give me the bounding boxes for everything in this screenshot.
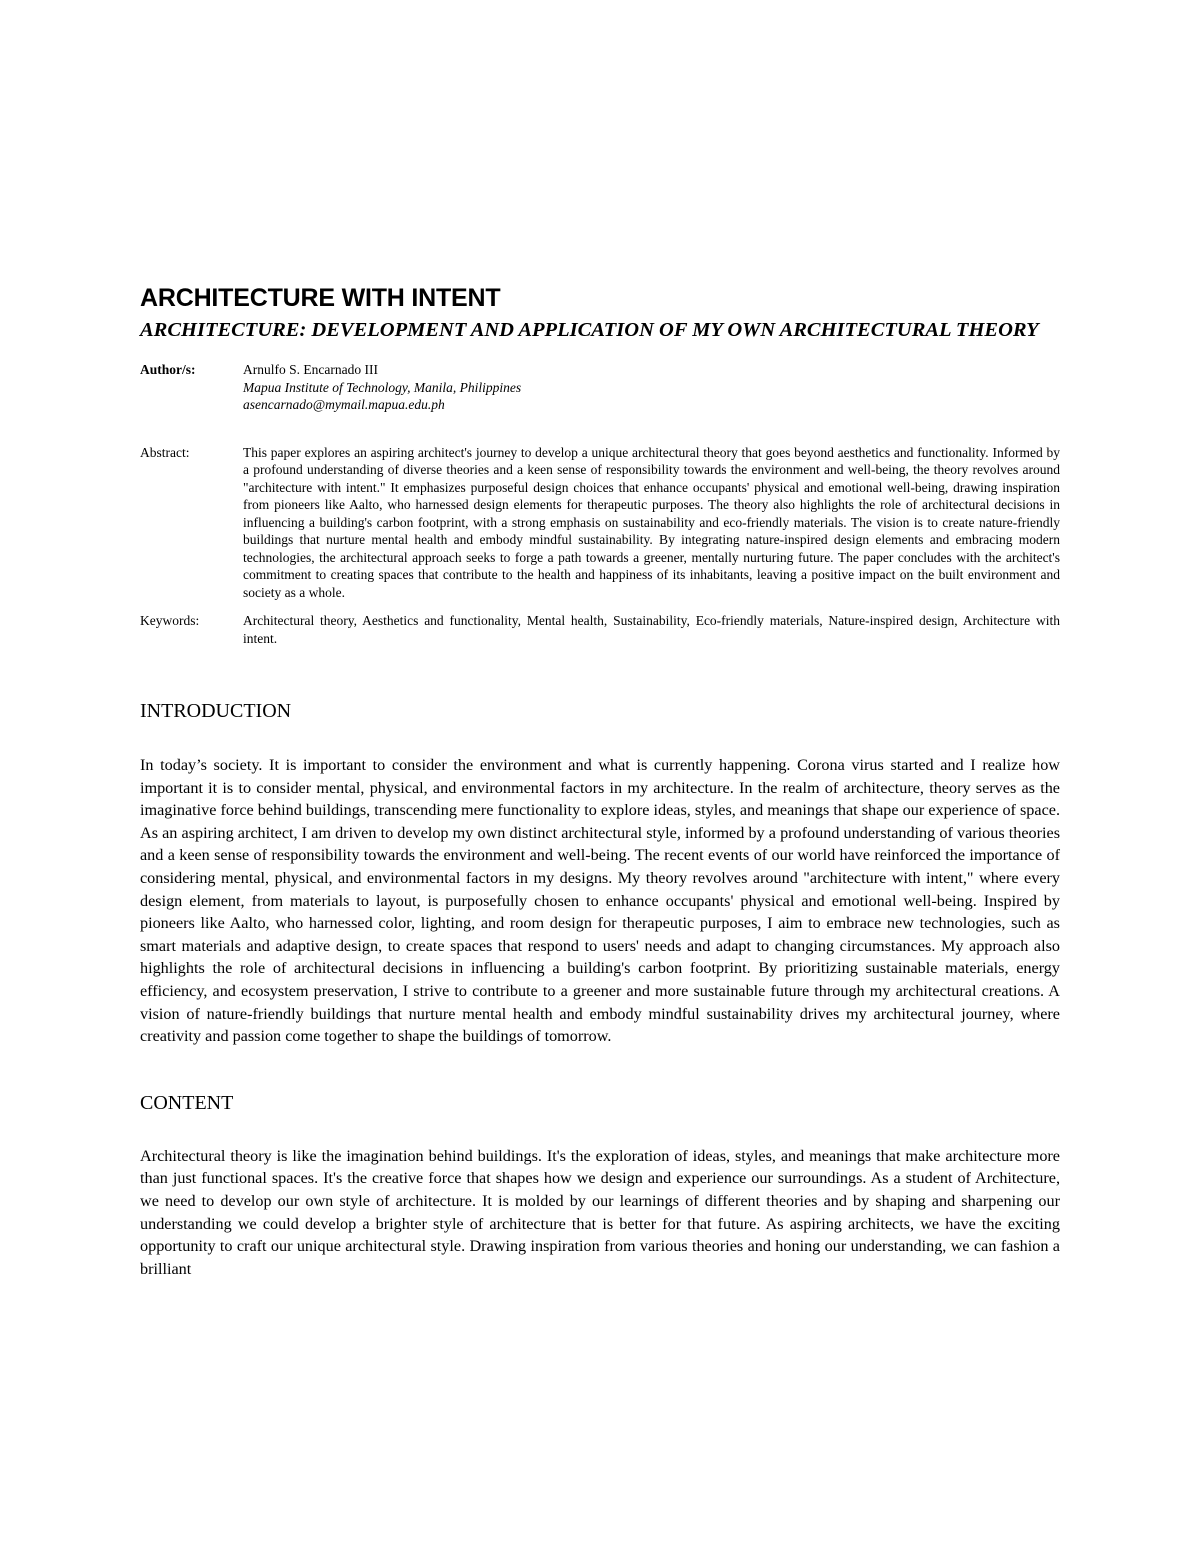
- author-email: asencarnado@mymail.mapua.edu.ph: [243, 397, 445, 412]
- keywords-block: [140, 612, 1060, 647]
- authors-block: [140, 361, 1060, 414]
- paper-title: ARCHITECTURE WITH INTENT: [140, 284, 501, 312]
- introduction-text: In today’s society. It is important to consider the environment and what is currently happening. Corona virus started and I realize how important it is to consider mental, physical, and environmental factors in my architecture. In the realm of architecture, theory serves as the imaginative force behind buildings, transcending mere functionality to explore ideas, styles, and meanings that shape our experience of space. As an aspiring architect, I am driven to develop my own distinct architectural style, informed by a profound understanding of various theories and a keen sense of responsibility towards the environment and well-being. The recent events of our world have reinforced the importance of considering mental, physical, and environmental factors in my designs. My theory revolves around "architecture with intent," where every design element, from materials to layout, is purposefully chosen to enhance occupants' physical and emotional well-being. Inspired by pioneers like Aalto, who harnessed color, lighting, and room design for therapeutic purposes, I aim to embrace new technologies, such as smart materials and adaptive design, to create spaces that respond to users' needs and adapt to changing circumstances. My approach also highlights the role of architectural decisions in influencing a building's carbon footprint. By prioritizing sustainable materials, energy efficiency, and ecosystem preservation, I strive to contribute to a greener and more sustainable future through my architectural creations. A vision of nature-friendly buildings that nurture mental health and embody mindful sustainability drives my architectural journey, where creativity and passion come together to shape the buildings of tomorrow.: [140, 756, 1060, 1046]
- keywords-label: Keywords:: [140, 613, 200, 628]
- authors-details: [243, 361, 1060, 414]
- abstract-text: This paper explores an aspiring architect's journey to develop a unique architectural theory that goes beyond aesthetics and functionality. Informed by a profound understanding of diverse theories and a keen sense of responsibility towards the environment and well-being, the theory revolves around "architecture with intent." It emphasizes purposeful design choices that enhance occupants' physical and emotional well-being, drawing inspiration from pioneers like Aalto, who harnessed design elements for therapeutic purposes. The theory also highlights the role of architectural decisions in influencing a building's carbon footprint, with a strong emphasis on sustainability and eco-friendly materials. The vision is to create nature-friendly buildings that nurture mental health and embody mindful sustainability. By integrating nature-inspired design elements and embracing modern technologies, the architectural approach seeks to forge a path towards a greener, mentally nurturing future. The paper concludes with the architect's commitment to creating spaces that contribute to the health and happiness of its inhabitants, leaving a positive impact on the built environment and society as a whole.: [243, 444, 1060, 600]
- keywords-text: Architectural theory, Aesthetics and functionality, Mental health, Sustainability, Eco-friendly materials, Nature-inspired design, Architecture with intent.: [243, 613, 1060, 646]
- paper-page: [140, 283, 1060, 1280]
- introduction-heading: INTRODUCTION: [140, 700, 292, 722]
- paper-subtitle: ARCHITECTURE: DEVELOPMENT AND APPLICATION OF MY OWN ARCHITECTURAL THEORY: [140, 319, 1039, 341]
- abstract-label: Abstract:: [140, 444, 190, 460]
- content-heading: CONTENT: [140, 1091, 234, 1114]
- authors-label: Author/s:: [140, 362, 196, 377]
- content-text: Architectural theory is like the imagination behind buildings. It's the exploration of ideas, styles, and meanings that make architecture more than just functional spaces. It's the creative force that shapes how we design and experience our surroundings. As a student of Architecture, we need to develop our own style of architecture. It is molded by our learnings of different theories and by shaping and sharpening our understanding we could develop a brighter style of architecture that is better for that future. As aspiring architects, we have the exciting opportunity to craft our unique architectural style. Drawing inspiration from various theories and honing our understanding, we can fashion a brilliant: [140, 1146, 1060, 1278]
- author-affiliation: Mapua Institute of Technology, Manila, Philippines: [243, 379, 522, 395]
- author-name: Arnulfo S. Encarnado III: [243, 362, 378, 377]
- abstract-block: [140, 444, 1060, 602]
